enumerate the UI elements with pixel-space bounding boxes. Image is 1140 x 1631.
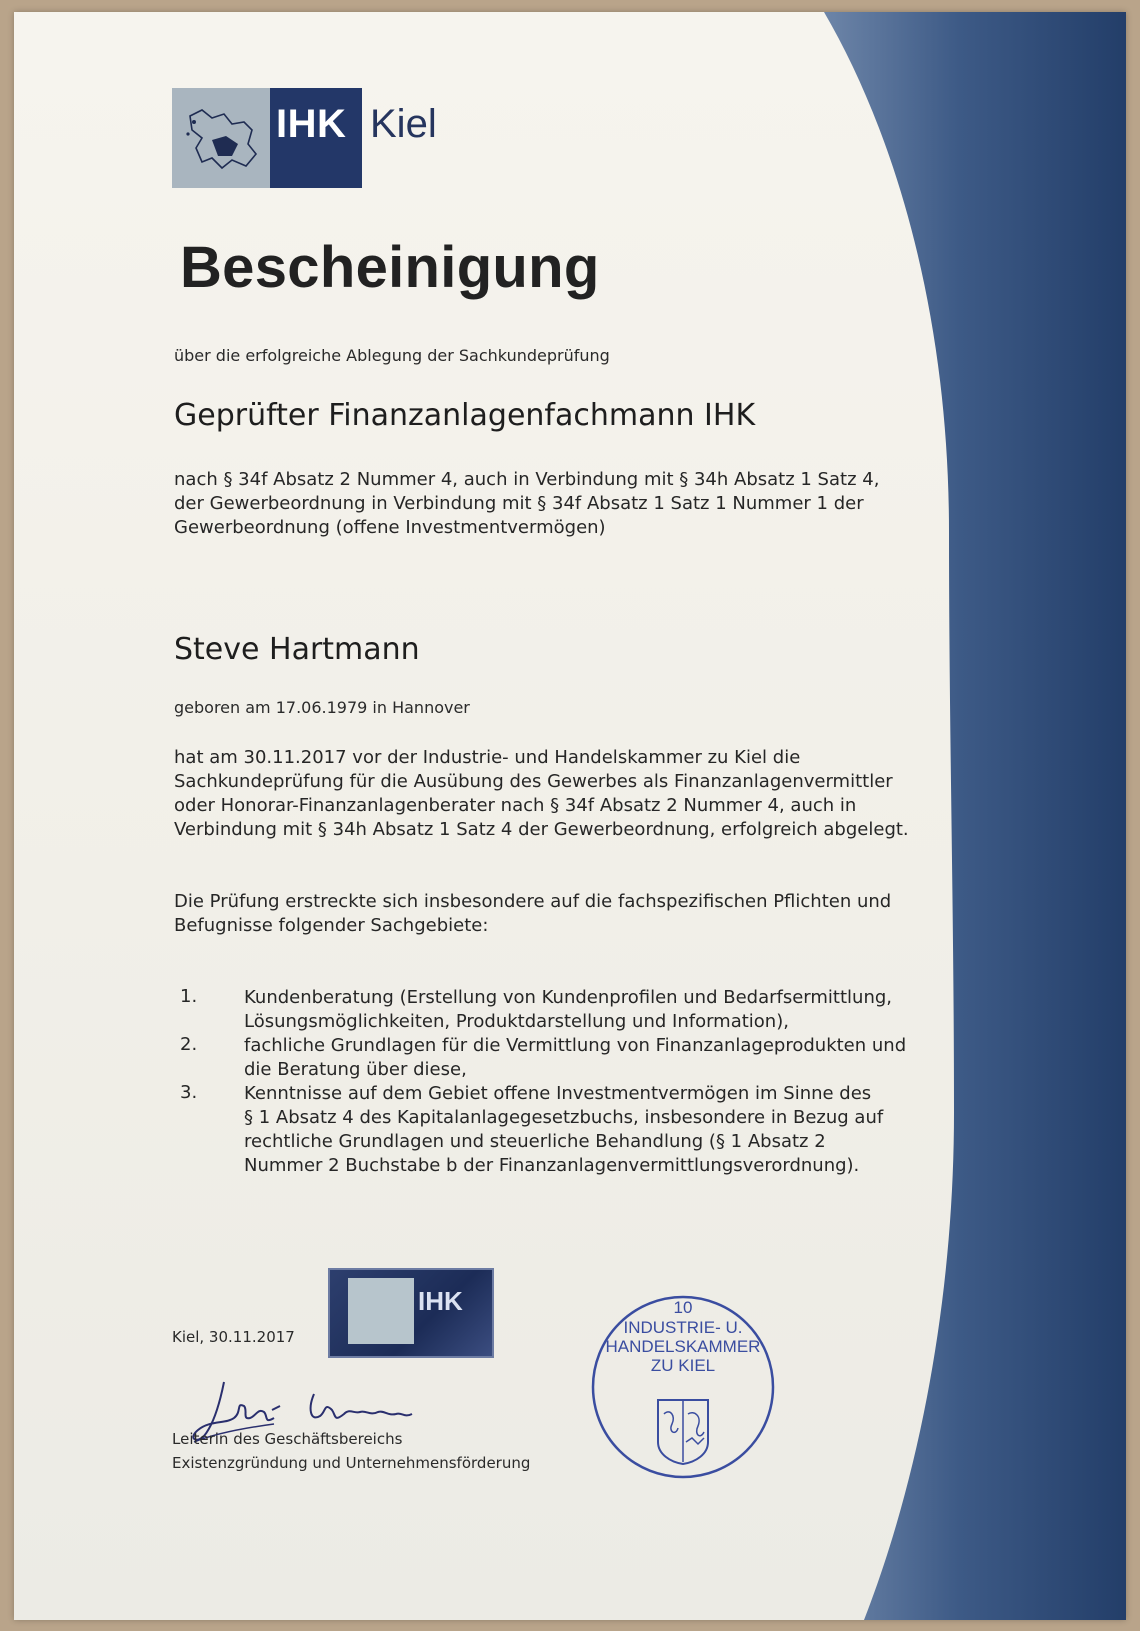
statement-line-1: hat am 30.11.2017 vor der Industrie- und Handelskammer zu Kiel die: [174, 747, 801, 768]
holder-name: Steve Hartmann: [174, 632, 420, 667]
topic-line: die Beratung über diese,: [244, 1059, 467, 1080]
list-item: [244, 1034, 906, 1082]
topic-line: Nummer 2 Buchstabe b der Finanzanlagenvermittlungsverordnung).: [244, 1155, 860, 1176]
certificate-paper: [14, 12, 1126, 1620]
seal-line-1: INDUSTRIE- U.: [623, 1318, 743, 1337]
legal-basis-line-1: nach § 34f Absatz 2 Nummer 4, auch in Verbindung mit § 34h Absatz 1 Satz 4,: [174, 469, 880, 490]
list-item: [244, 1082, 883, 1178]
seal-line-3: ZU KIEL: [650, 1356, 716, 1375]
topic-line: fachliche Grundlagen für die Vermittlung von Finanzanlageprodukten und: [244, 1035, 907, 1056]
topic-number: 3.: [180, 1082, 198, 1103]
topic-line: rechtliche Grundlagen und steuerliche Behandlung (§ 1 Absatz 2: [244, 1131, 826, 1152]
holder-birth: geboren am 17.06.1979 in Hannover: [174, 698, 470, 717]
statement-line-2: Sachkundeprüfung für die Ausübung des Gewerbes als Finanzanlagenvermittler: [174, 771, 893, 792]
schleswig-holstein-map-icon: [172, 88, 270, 188]
legal-basis-line-2: der Gewerbeordnung in Verbindung mit § 34f Absatz 1 Satz 1 Nummer 1 der: [174, 493, 864, 514]
hologram-window: [348, 1278, 414, 1344]
statement-line-4: Verbindung mit § 34h Absatz 1 Satz 4 der Gewerbeordnung, erfolgreich abgelegt.: [174, 819, 909, 840]
topic-line: Kundenberatung (Erstellung von Kundenprofilen und Bedarfsermittlung,: [244, 987, 892, 1008]
logo-brand: IHK: [276, 102, 347, 146]
hologram-sticker: [328, 1268, 494, 1358]
scope-line-1: Die Prüfung erstreckte sich insbesondere auf die fachspezifischen Pflichten und: [174, 891, 892, 912]
statement-line-3: oder Honorar-Finanzanlagenberater nach § 34f Absatz 2 Nummer 4, auch in: [174, 795, 857, 816]
topic-line: Kenntnisse auf dem Gebiet offene Investmentvermögen im Sinne des: [244, 1083, 872, 1104]
qualification-title: Geprüfter Finanzanlagenfachmann IHK: [174, 398, 756, 433]
place-date: Kiel, 30.11.2017: [172, 1328, 295, 1346]
signatory-title-2: Existenzgründung und Unternehmensförderung: [172, 1454, 531, 1472]
ihk-kiel-logo: [172, 88, 472, 188]
topic-number: 2.: [180, 1034, 198, 1055]
signatory-title-1: Leiterin des Geschäftsbereichs: [172, 1430, 403, 1448]
scope-line-2: Befugnisse folgender Sachgebiete:: [174, 915, 489, 936]
legal-basis-line-3: Gewerbeordnung (offene Investmentvermögen): [174, 517, 606, 538]
intro-text: über die erfolgreiche Ablegung der Sachkundeprüfung: [174, 346, 610, 365]
list-item: [244, 986, 892, 1034]
page-title: Bescheinigung: [180, 235, 600, 300]
topic-number: 1.: [180, 986, 198, 1007]
seal-number: 10: [673, 1298, 693, 1317]
logo-city: Kiel: [370, 102, 437, 146]
topic-line: Lösungsmöglichkeiten, Produktdarstellung und Information),: [244, 1011, 789, 1032]
seal-line-2: HANDELSKAMMER: [605, 1337, 761, 1356]
hologram-text: IHK: [418, 1286, 463, 1316]
topic-line: § 1 Absatz 4 des Kapitalanlagegesetzbuchs, insbesondere in Bezug auf: [244, 1107, 884, 1128]
